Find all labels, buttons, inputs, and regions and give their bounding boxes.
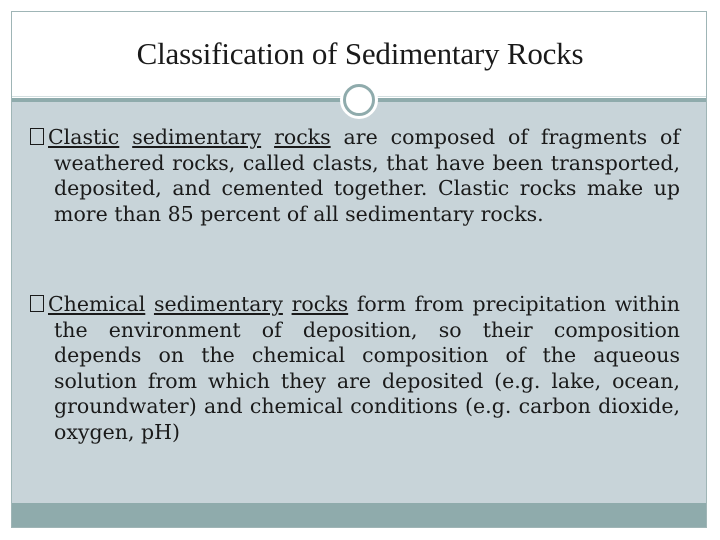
slide-frame bbox=[11, 11, 707, 528]
bullet-term-1: Chemical bbox=[48, 292, 146, 316]
bullet-term-3: rocks bbox=[274, 125, 331, 149]
slide-title: Classification of Sedimentary Rocks bbox=[136, 36, 584, 71]
bullet-body: form from precipitation within the environment of deposition, so their composition depends on the chemical composition of the aqueous solution from which they are deposited (e.g. lake, ocean, groundwater) and chemical conditions (e.g. carbon dioxide, oxygen, pH) bbox=[54, 292, 680, 444]
bullet-term-2: sedimentary bbox=[153, 292, 283, 316]
bullet-term-3: rocks bbox=[291, 292, 349, 316]
bullet-term-1: Clastic bbox=[48, 125, 120, 149]
bullet-term-2: sedimentary bbox=[132, 125, 262, 149]
bullet-body: are composed of fragments of weathered rocks, called clasts, that have been transported, deposited, and cemented together. Clastic rocks make up more than 85 percent of all sedimentary rocks. bbox=[54, 125, 680, 226]
